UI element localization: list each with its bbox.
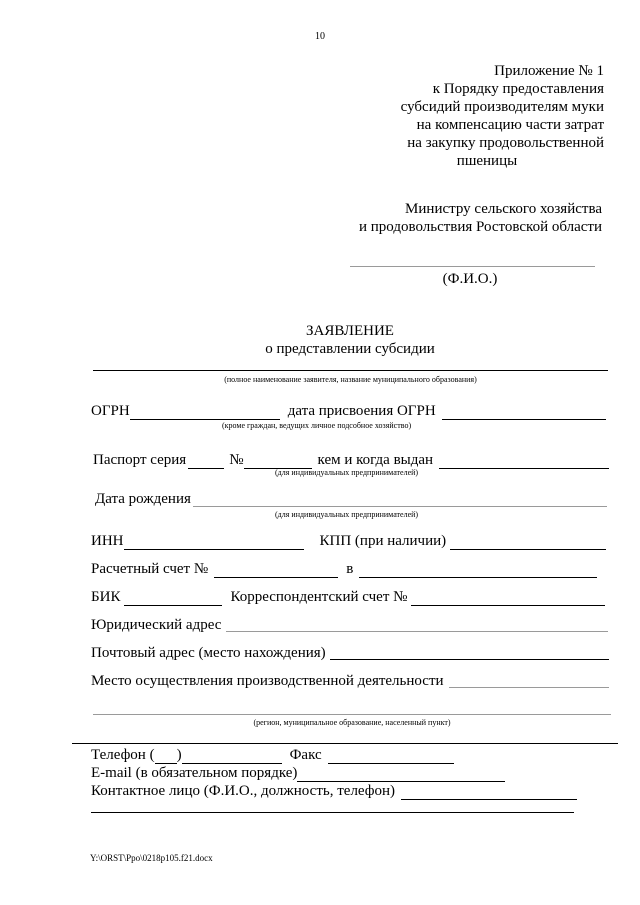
addressee-line: Министру сельского хозяйства (405, 201, 602, 217)
contact-field[interactable] (401, 785, 577, 800)
passport-issued-label: кем и когда выдан (317, 452, 434, 468)
phone-close: ) (176, 747, 182, 763)
bank-field[interactable] (359, 563, 597, 578)
passport-row (93, 451, 611, 469)
fio-caption: (Ф.И.О.) (442, 271, 498, 287)
corr-account-label: Корреспондентский счет № (230, 589, 408, 605)
ogrn-date-field[interactable] (442, 405, 606, 420)
fax-field[interactable] (328, 749, 454, 764)
fax-label: Факс (289, 747, 322, 763)
document-subtitle: о представлении субсидии (265, 341, 435, 357)
account-field[interactable] (214, 563, 338, 578)
appendix-line: к Порядку предоставления (432, 81, 604, 97)
activity-place-field[interactable] (449, 687, 609, 688)
email-label: E-mail (в обязательном порядке) (91, 765, 298, 781)
region-caption: (регион, муниципальное образование, населенный пункт) (253, 718, 451, 727)
passport-number-field[interactable] (244, 454, 312, 469)
document-title: ЗАЯВЛЕНИЕ (306, 323, 394, 339)
email-field[interactable] (297, 767, 505, 782)
account-row (91, 560, 599, 578)
bank-label: в (346, 561, 354, 577)
appendix-line: на закупку продовольственной (407, 135, 604, 151)
postal-address-field[interactable] (330, 659, 609, 660)
account-label: Расчетный счет № (91, 561, 209, 577)
page-number: 10 (315, 31, 325, 42)
bik-field[interactable] (124, 591, 222, 606)
contact-label: Контактное лицо (Ф.И.О., должность, телефон) (91, 783, 396, 799)
bik-row (91, 588, 607, 606)
phone-field[interactable] (182, 749, 282, 764)
passport-series-label: Паспорт серия (93, 452, 187, 468)
applicant-name-field[interactable] (93, 370, 608, 371)
appendix-line: субсидий производителям муки (400, 99, 604, 115)
ogrn-row (91, 402, 608, 420)
footer-file-path: Y:\ORST\Ppo\0218p105.f21.docx (90, 853, 213, 863)
passport-number-label: № (229, 452, 244, 468)
appendix-line: на компенсацию части затрат (416, 117, 604, 133)
legal-address-label: Юридический адрес (91, 617, 222, 633)
birth-caption: (для индивидуальных предпринимателей) (275, 510, 419, 519)
ogrn-label: ОГРН (91, 403, 130, 419)
phone-label: Телефон ( (91, 747, 155, 763)
passport-issued-field[interactable] (439, 454, 609, 469)
contact-row (91, 782, 579, 800)
phone-row (91, 746, 456, 764)
ogrn-field[interactable] (130, 405, 280, 420)
passport-series-field[interactable] (188, 454, 224, 469)
addressee-line: и продовольствия Ростовской области (358, 219, 602, 235)
appendix-line: Приложение № 1 (494, 63, 604, 79)
kpp-field[interactable] (450, 535, 606, 550)
kpp-label: КПП (при наличии) (319, 533, 447, 549)
ogrn-caption: (кроме граждан, ведущих личное подсобное хозяйство) (222, 421, 412, 430)
inn-label: ИНН (91, 533, 124, 549)
postal-address-label: Почтовый адрес (место нахождения) (91, 645, 326, 661)
birth-row (95, 490, 191, 508)
corr-account-field[interactable] (411, 591, 605, 606)
inn-field[interactable] (124, 535, 304, 550)
phone-code-field[interactable] (155, 749, 177, 764)
separator-line (72, 743, 618, 744)
appendix-line: пшеницы (456, 153, 518, 169)
activity-place-row (91, 672, 444, 690)
fio-line[interactable] (350, 266, 595, 267)
addressee-block (300, 200, 602, 236)
passport-caption: (для индивидуальных предпринимателей) (275, 468, 419, 477)
birth-date-label: Дата рождения (95, 491, 191, 507)
legal-address-field[interactable] (226, 631, 608, 632)
activity-place-label: Место осуществления производственной деятельности (91, 673, 444, 689)
inn-row (91, 532, 608, 550)
legal-address-row (91, 616, 221, 634)
contact-field-2[interactable] (91, 812, 574, 813)
postal-address-row (91, 644, 326, 662)
birth-date-field[interactable] (193, 506, 607, 507)
email-row (91, 764, 507, 782)
ogrn-date-label: дата присвоения ОГРН (287, 403, 436, 419)
activity-place-field-2[interactable] (93, 714, 611, 715)
bik-label: БИК (91, 589, 121, 605)
applicant-caption: (полное наименование заявителя, название муниципального образования) (224, 375, 477, 384)
appendix-block (330, 62, 604, 170)
